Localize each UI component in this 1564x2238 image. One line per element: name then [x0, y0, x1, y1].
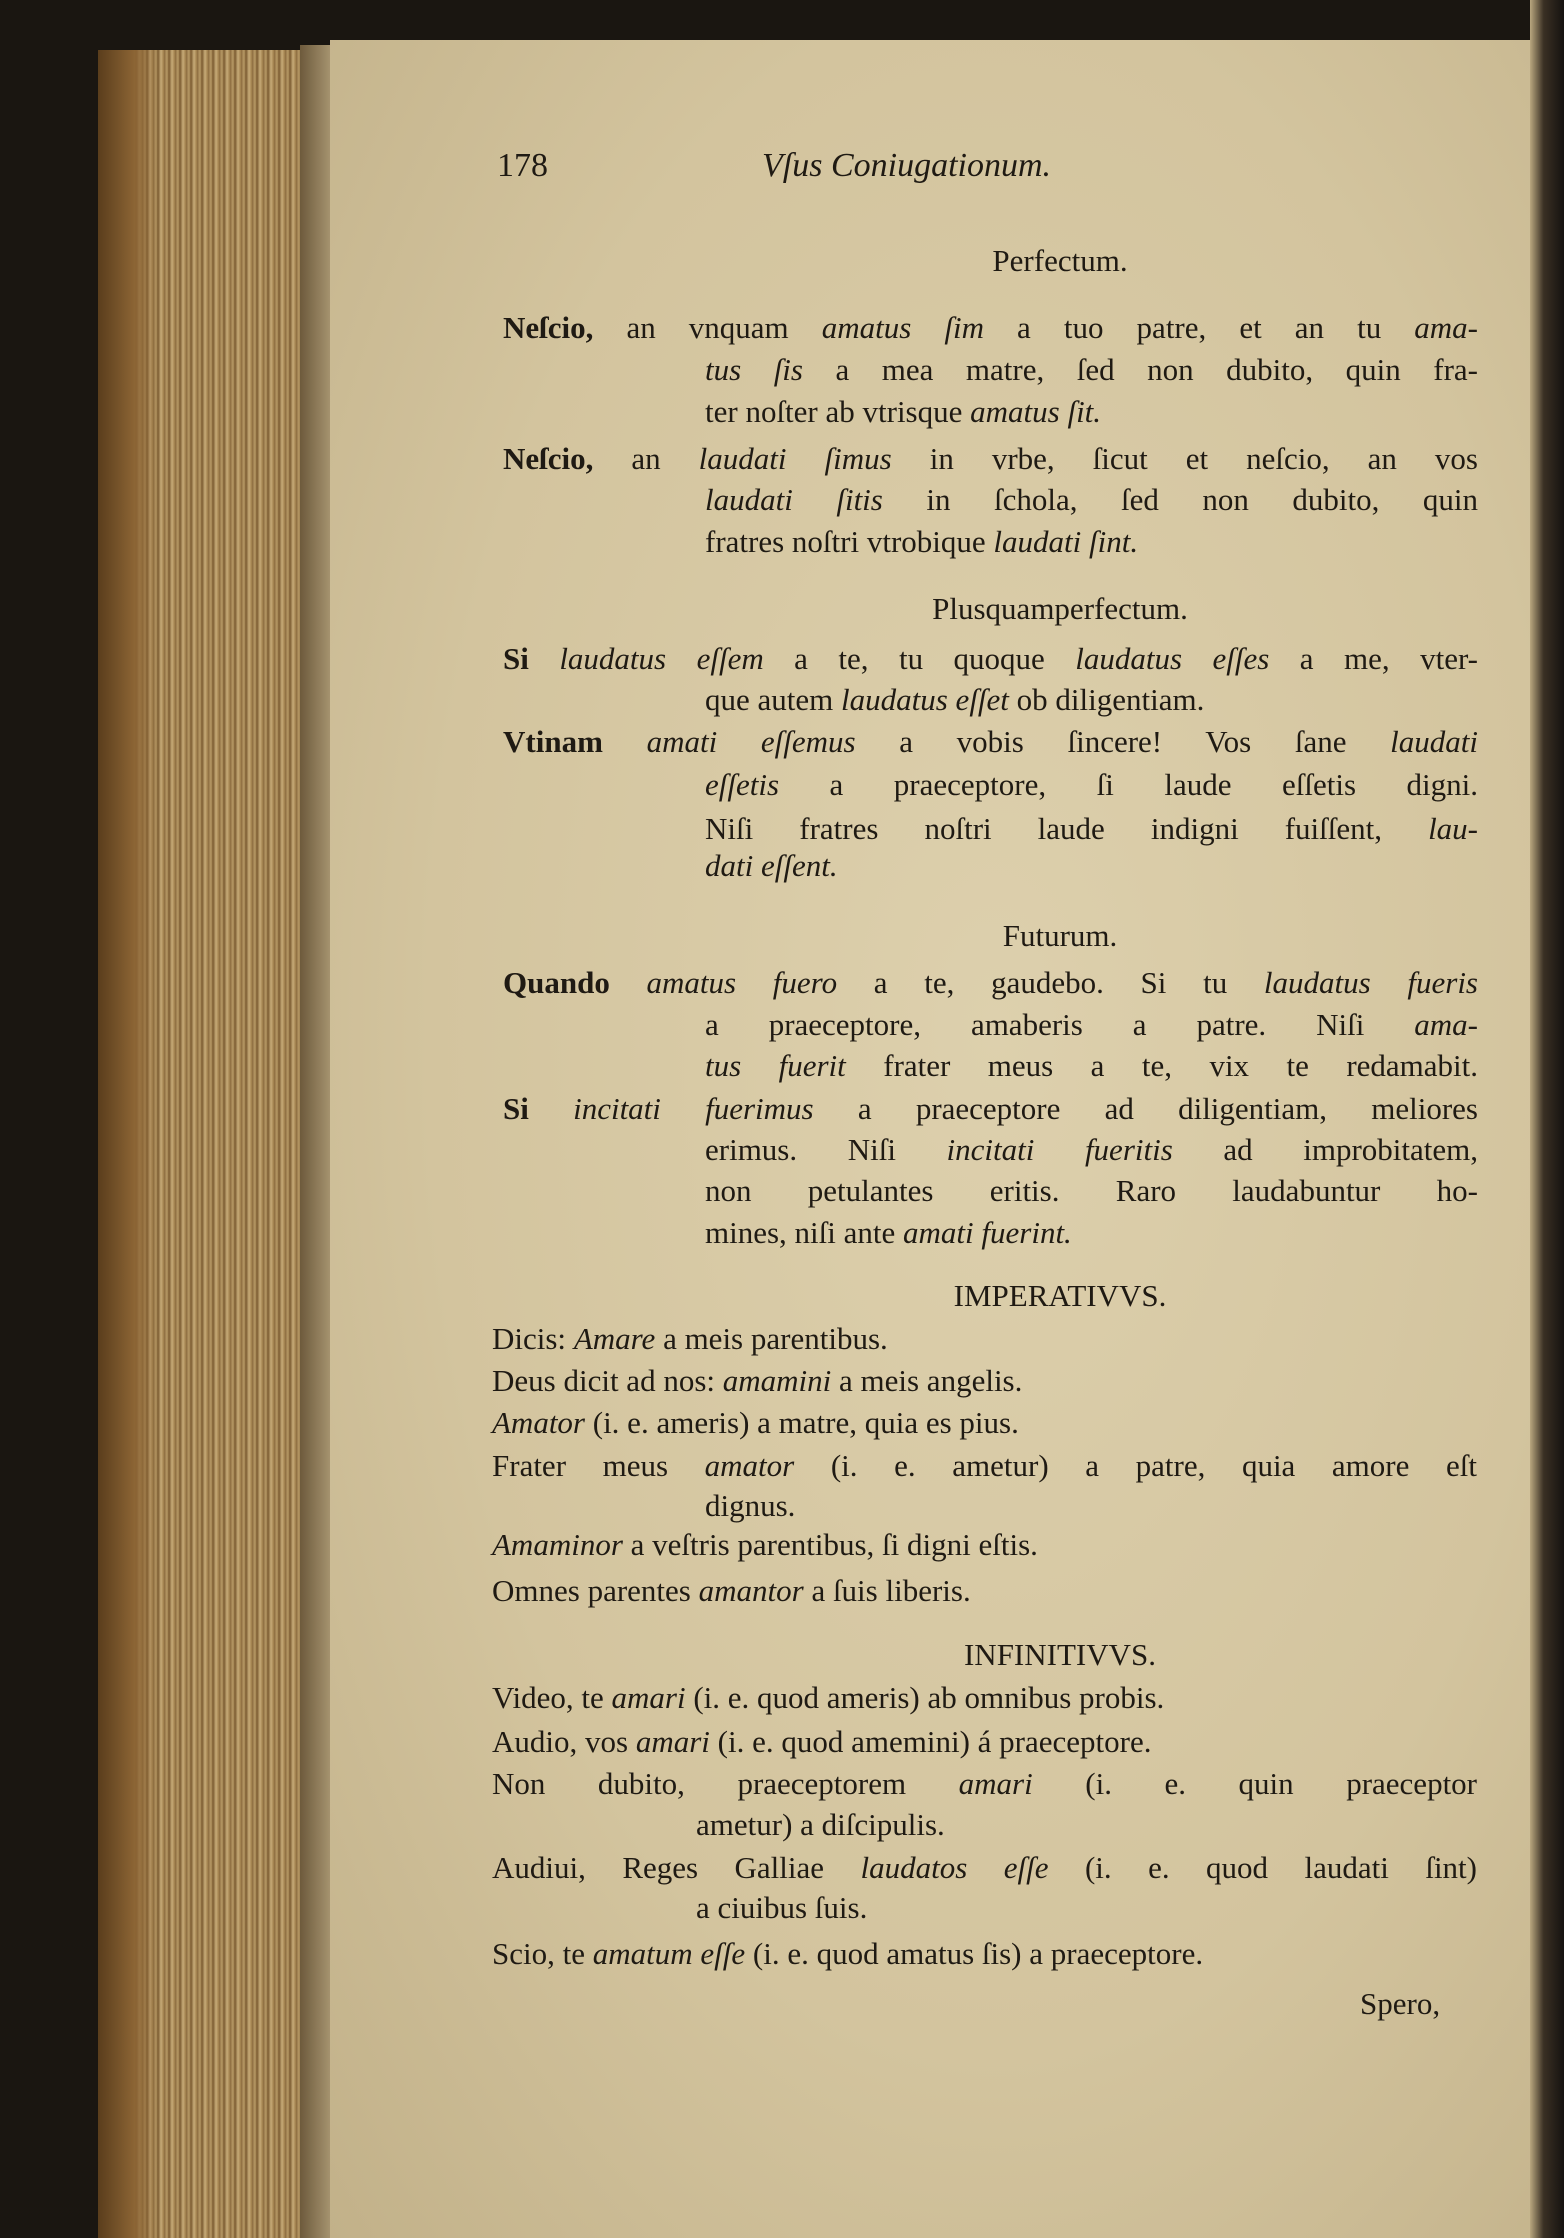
text-segment: an: [593, 441, 699, 476]
italic-text: Amator: [492, 1405, 585, 1440]
line-content: [492, 1850, 1477, 1885]
bold-text: Neſcio,: [503, 310, 594, 345]
line-content: [492, 1766, 1477, 1801]
text-segment: erimus. Niſi: [705, 1132, 947, 1167]
text-line: [492, 1527, 1038, 1563]
text-segment: a tuo patre, et an tu: [983, 310, 1415, 345]
text-line: [705, 1048, 1478, 1084]
text-segment: Futurum.: [1002, 918, 1118, 953]
line-content: [1003, 918, 1118, 953]
text-segment: (i. e. ameris) a matre, quia es pius.: [585, 1405, 1019, 1440]
italic-text: amari: [611, 1680, 686, 1715]
text-line: [705, 1007, 1478, 1043]
text-segment: a mea matre, ſed non dubito, quin fra-: [802, 352, 1478, 387]
bold-text: Si: [503, 641, 560, 676]
text-line: [492, 1724, 1151, 1760]
text-line: [503, 441, 1478, 477]
text-segment: que autem: [705, 682, 842, 717]
text-line: [705, 848, 838, 884]
text-segment: non petulantes eritis. Raro laudabuntur ho-: [705, 1173, 1478, 1208]
line-content: [492, 1724, 1151, 1759]
text-segment: a meis angelis.: [831, 1363, 1023, 1398]
italic-text: amati fuerint.: [903, 1215, 1072, 1250]
text-segment: Frater meus: [492, 1448, 705, 1483]
book-right-edge: [1530, 0, 1564, 2238]
line-content: [492, 1936, 1203, 1971]
text-segment: a praeceptore, ſi laude eſſetis digni.: [779, 767, 1478, 802]
italic-text: laudatus eſſet: [841, 682, 1009, 717]
italic-text: amantor: [698, 1573, 804, 1608]
text-segment: (i. e. quod amatus ſis) a praeceptore.: [745, 1936, 1204, 1971]
text-segment: Niſi fratres noſtri laude indigni fuiſſent,: [705, 811, 1429, 846]
text-segment: (i. e. quin praeceptor: [1032, 1766, 1477, 1801]
text-segment: Audiui, Reges Galliae: [492, 1850, 861, 1885]
italic-text: laudati ſint.: [993, 524, 1139, 559]
text-segment: a te, tu quoque: [763, 641, 1076, 676]
text-segment: [610, 965, 647, 1000]
text-segment: a te, gaudebo. Si tu: [837, 965, 1264, 1000]
bold-text: Neſcio,: [503, 441, 594, 476]
text-segment: a praeceptore ad diligentiam, meliores: [813, 1091, 1478, 1126]
text-segment: a ſuis liberis.: [803, 1573, 971, 1608]
text-line: [705, 1173, 1478, 1209]
text-segment: frater meus a te, vix te redamabit.: [845, 1048, 1478, 1083]
line-content: [492, 1573, 971, 1608]
line-content: [705, 394, 1101, 429]
italic-text: amati eſſemus: [646, 724, 856, 759]
text-line: [503, 310, 1478, 346]
text-line: [492, 1448, 1477, 1484]
line-content: [705, 682, 1204, 717]
text-segment: Scio, te: [492, 1936, 593, 1971]
text-segment: ad improbitatem,: [1172, 1132, 1478, 1167]
line-content: [992, 243, 1127, 278]
line-content: [492, 1527, 1038, 1562]
text-segment: a vobis ſincere! Vos ſane: [855, 724, 1391, 759]
text-segment: fratres noſtri vtrobique: [705, 524, 994, 559]
text-line: [705, 1132, 1478, 1168]
line-content: [705, 1132, 1478, 1167]
text-line: [492, 1573, 971, 1609]
section-heading: [660, 1637, 1460, 1673]
line-content: [705, 482, 1478, 517]
text-segment: IMPERATIVVS.: [953, 1278, 1167, 1313]
line-content: [705, 352, 1478, 387]
line-content: [492, 1680, 1164, 1715]
italic-text: lau-: [1428, 811, 1478, 846]
text-line: [1360, 1986, 1440, 2022]
text-line: [705, 682, 1204, 718]
text-segment: Non dubito, praeceptorem: [492, 1766, 959, 1801]
italic-text: laudatos eſſe: [860, 1850, 1049, 1885]
page-number: 178: [497, 147, 548, 184]
italic-text: eſſetis: [705, 767, 780, 802]
italic-text: Amaminor: [492, 1527, 623, 1562]
italic-text: amari: [635, 1724, 710, 1759]
italic-text: ama-: [1414, 310, 1478, 345]
text-segment: a ciuibus ſuis.: [696, 1890, 868, 1925]
text-segment: (i. e. quod amemini) á praeceptore.: [709, 1724, 1152, 1759]
italic-text: laudatus fueris: [1263, 965, 1478, 1000]
text-line: [696, 1807, 945, 1843]
italic-text: amatus ſim: [821, 310, 984, 345]
section-heading: [660, 1278, 1460, 1314]
line-content: [492, 1448, 1477, 1483]
section-heading: [660, 918, 1460, 954]
line-content: [492, 1405, 1019, 1440]
italic-text: eſſem: [696, 641, 764, 676]
line-content: [954, 1278, 1167, 1313]
line-content: [932, 591, 1188, 626]
text-line: [492, 1405, 1019, 1441]
bold-text: Si: [503, 1091, 574, 1126]
line-content: [705, 848, 838, 883]
text-segment: ob diligentiam.: [1008, 682, 1205, 717]
italic-text: laudatus: [559, 641, 667, 676]
text-segment: [666, 641, 696, 676]
italic-text: incitati fueritis: [946, 1132, 1173, 1167]
text-line: [492, 1321, 888, 1357]
line-content: [492, 1363, 1022, 1398]
italic-text: dati eſſent.: [705, 848, 838, 883]
text-segment: ter noſter ab vtrisque: [705, 394, 971, 429]
italic-text: laudati ſitis: [705, 482, 883, 517]
text-segment: (i. e. quod laudati ſint): [1048, 1850, 1477, 1885]
italic-text: incitati fuerimus: [573, 1091, 814, 1126]
line-content: [705, 1215, 1072, 1250]
text-segment: Omnes parentes: [492, 1573, 699, 1608]
text-segment: in vrbe, ſicut et neſcio, an vos: [891, 441, 1478, 476]
line-content: [705, 524, 1138, 559]
bold-text: Quando: [503, 965, 610, 1000]
line-content: [964, 1637, 1156, 1672]
section-heading: [660, 243, 1460, 279]
italic-text: amator: [704, 1448, 795, 1483]
text-line: [492, 1850, 1477, 1886]
italic-text: laudatus eſſes: [1075, 641, 1270, 676]
text-line: [492, 1363, 1022, 1399]
text-line: [503, 965, 1478, 1001]
line-content: [705, 767, 1478, 802]
text-segment: dignus.: [705, 1488, 796, 1523]
text-line: [503, 1091, 1478, 1127]
text-segment: (i. e. quod ameris) ab omnibus probis.: [685, 1680, 1165, 1715]
line-content: [705, 1048, 1478, 1083]
text-segment: [603, 724, 647, 759]
text-segment: a me, vter-: [1269, 641, 1478, 676]
line-content: [705, 1488, 795, 1523]
text-line: [503, 724, 1478, 760]
text-line: [705, 767, 1478, 803]
line-content: [503, 1091, 1478, 1126]
italic-text: amari: [958, 1766, 1033, 1801]
line-content: [492, 1321, 888, 1356]
italic-text: amatum eſſe: [592, 1936, 746, 1971]
line-content: [503, 724, 1478, 759]
text-line: [492, 1680, 1164, 1716]
line-content: [503, 441, 1478, 476]
text-line: [492, 1766, 1477, 1802]
line-content: [503, 641, 1478, 676]
text-segment: Video, te: [492, 1680, 612, 1715]
text-segment: Audio, vos: [492, 1724, 636, 1759]
text-segment: Dicis:: [492, 1321, 574, 1356]
text-line: [503, 641, 1478, 677]
text-segment: a meis parentibus.: [655, 1321, 888, 1356]
text-segment: ametur) a diſcipulis.: [696, 1807, 945, 1842]
line-content: [503, 965, 1478, 1000]
section-heading: [660, 591, 1460, 627]
italic-text: amatus ſit.: [970, 394, 1102, 429]
italic-text: tus fuerit: [705, 1048, 846, 1083]
line-content: [696, 1890, 867, 1925]
text-line: [705, 1488, 795, 1524]
text-segment: Deus dicit ad nos:: [492, 1363, 723, 1398]
text-line: [705, 524, 1138, 560]
text-line: [696, 1890, 867, 1926]
line-content: [705, 1173, 1478, 1208]
running-title: Vſus Coniugationum.: [762, 147, 1052, 184]
italic-text: amatus fuero: [646, 965, 838, 1000]
line-content: [705, 1007, 1478, 1042]
text-segment: Perfectum.: [992, 243, 1128, 278]
italic-text: laudati: [1390, 724, 1478, 759]
text-segment: in ſchola, ſed non dubito, quin: [882, 482, 1478, 517]
italic-text: ama-: [1414, 1007, 1478, 1042]
line-content: [705, 811, 1478, 846]
text-segment: a praeceptore, amaberis a patre. Niſi: [705, 1007, 1415, 1042]
text-segment: a veſtris parentibus, ſi digni eſtis.: [622, 1527, 1038, 1562]
italic-text: tus ſis: [705, 352, 803, 387]
italic-text: Amare: [573, 1321, 656, 1356]
text-line: [705, 1215, 1072, 1251]
book-page-edges: [98, 50, 330, 2238]
italic-text: amamini: [722, 1363, 832, 1398]
text-line: [705, 352, 1478, 388]
text-segment: (i. e. ametur) a patre, quia amore eſt: [794, 1448, 1477, 1483]
line-content: [1360, 1986, 1440, 2021]
text-segment: an vnquam: [593, 310, 822, 345]
text-segment: Spero,: [1360, 1986, 1441, 2021]
text-segment: Plusquamperfectum.: [932, 591, 1188, 626]
bold-text: Vtinam: [503, 724, 603, 759]
text-segment: mines, niſi ante: [705, 1215, 904, 1250]
text-line: [492, 1936, 1203, 1972]
italic-text: laudati ſimus: [698, 441, 892, 476]
text-segment: INFINITIVVS.: [963, 1637, 1156, 1672]
text-line: [705, 482, 1478, 518]
text-line: [705, 394, 1101, 430]
text-line: [705, 811, 1478, 847]
line-content: [696, 1807, 945, 1842]
line-content: [503, 310, 1478, 345]
